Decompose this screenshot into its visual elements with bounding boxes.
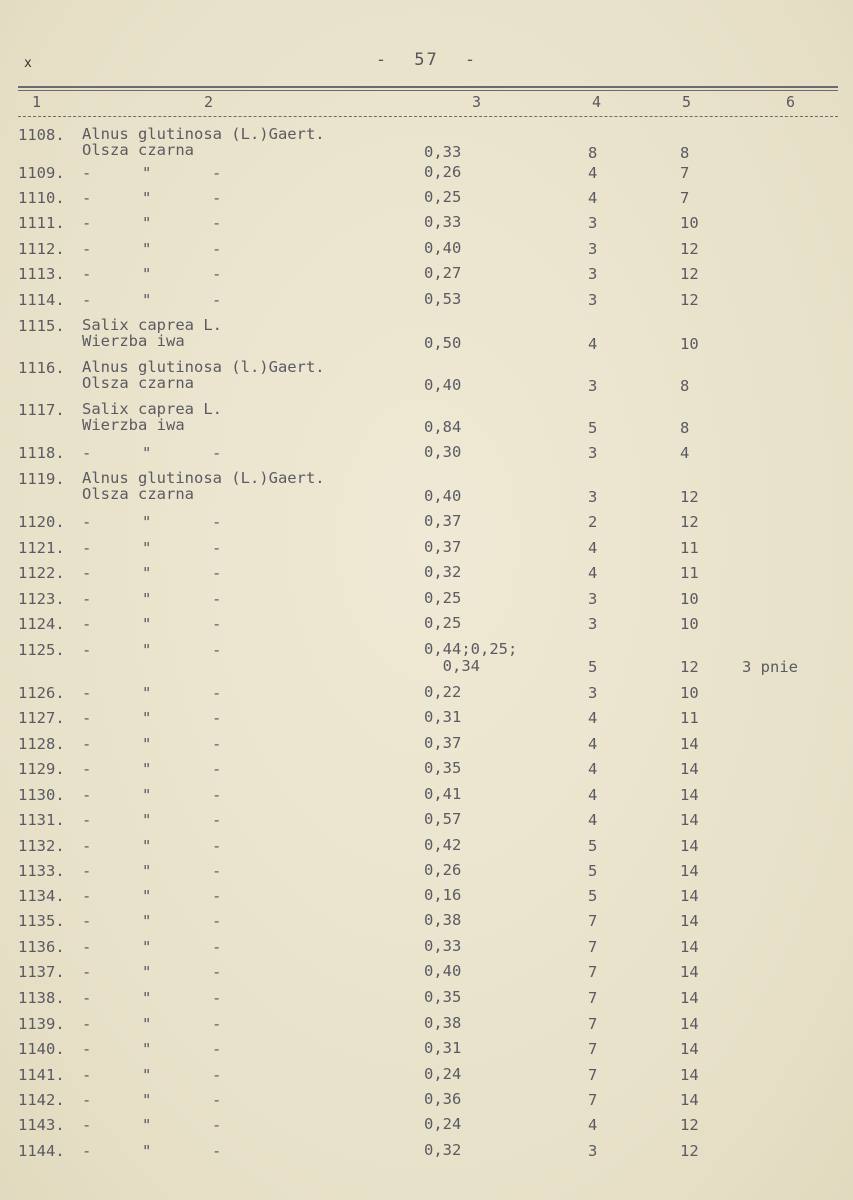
- column-5-value: 14: [680, 1015, 699, 1033]
- ditto-mark: ": [142, 684, 152, 702]
- diameter-value: 0,84: [424, 418, 462, 436]
- diameter-value: 0,37: [424, 538, 462, 556]
- column-5-value: 8: [680, 419, 690, 437]
- entry-number: 1129.: [18, 760, 65, 778]
- header-rule-bottom: [18, 116, 838, 117]
- column-4-value: 3: [588, 590, 598, 608]
- ditto-mark: ": [142, 564, 152, 582]
- ditto-mark: ": [142, 1142, 152, 1160]
- ditto-dash: -: [82, 684, 92, 702]
- entry-number: 1122.: [18, 564, 65, 582]
- column-5-value: 10: [680, 684, 699, 702]
- ditto-dash: -: [212, 837, 222, 855]
- page-number-dash-left: -: [375, 50, 389, 70]
- column-4-value: 3: [588, 615, 598, 633]
- diameter-value: 0,35: [424, 759, 462, 777]
- column-5-value: 14: [680, 1091, 699, 1109]
- ditto-dash: -: [212, 786, 222, 804]
- ditto-dash: -: [212, 887, 222, 905]
- ditto-mark: ": [142, 887, 152, 905]
- column-4-value: 4: [588, 164, 598, 182]
- ditto-dash: -: [212, 164, 222, 182]
- ditto-dash: -: [82, 240, 92, 258]
- diameter-value: 0,27: [424, 264, 462, 282]
- entry-number: 1112.: [18, 240, 65, 258]
- species-name: Alnus glutinosa (L.)Gaert. Olsza czarna: [82, 469, 325, 503]
- entry-number: 1130.: [18, 786, 65, 804]
- entry-number: 1119.: [18, 470, 65, 488]
- entry-number: 1124.: [18, 615, 65, 633]
- column-number: 2: [204, 93, 214, 111]
- column-4-value: 4: [588, 1116, 598, 1134]
- column-4-value: 7: [588, 1040, 598, 1058]
- diameter-value: 0,24: [424, 1065, 462, 1083]
- ditto-dash: -: [82, 837, 92, 855]
- page-number-dash-right: -: [464, 50, 478, 70]
- remarks-value: 3 pnie: [742, 658, 798, 676]
- column-4-value: 4: [588, 735, 598, 753]
- entry-number: 1134.: [18, 887, 65, 905]
- column-4-value: 3: [588, 444, 598, 462]
- column-5-value: 12: [680, 291, 699, 309]
- diameter-value: 0,33: [424, 937, 462, 955]
- ditto-dash: -: [212, 291, 222, 309]
- entry-number: 1109.: [18, 164, 65, 182]
- column-5-value: 8: [680, 377, 690, 395]
- column-4-value: 3: [588, 488, 598, 506]
- ditto-dash: -: [82, 1091, 92, 1109]
- column-5-value: 10: [680, 335, 699, 353]
- column-4-value: 7: [588, 989, 598, 1007]
- column-5-value: 14: [680, 963, 699, 981]
- ditto-dash: -: [82, 164, 92, 182]
- diameter-value: 0,31: [424, 1039, 462, 1057]
- diameter-value: 0,37: [424, 734, 462, 752]
- ditto-mark: ": [142, 837, 152, 855]
- entry-number: 1114.: [18, 291, 65, 309]
- species-name: Alnus glutinosa (L.)Gaert. Olsza czarna: [82, 125, 325, 159]
- column-4-value: 7: [588, 963, 598, 981]
- ditto-mark: ": [142, 444, 152, 462]
- ditto-dash: -: [212, 963, 222, 981]
- diameter-value: 0,40: [424, 239, 462, 257]
- column-5-value: 12: [680, 240, 699, 258]
- diameter-value: 0,31: [424, 708, 462, 726]
- ditto-dash: -: [212, 862, 222, 880]
- column-4-value: 3: [588, 240, 598, 258]
- ditto-dash: -: [82, 887, 92, 905]
- header-rule-top-thin: [18, 90, 838, 91]
- column-4-value: 4: [588, 564, 598, 582]
- column-4-value: 3: [588, 377, 598, 395]
- column-4-value: 7: [588, 1015, 598, 1033]
- diameter-value: 0,30: [424, 443, 462, 461]
- page-number: 57: [414, 50, 439, 70]
- column-number: 1: [32, 93, 42, 111]
- column-4-value: 7: [588, 1066, 598, 1084]
- entry-number: 1111.: [18, 214, 65, 232]
- entry-number: 1127.: [18, 709, 65, 727]
- entry-number: 1131.: [18, 811, 65, 829]
- ditto-dash: -: [212, 615, 222, 633]
- diameter-value: 0,36: [424, 1090, 462, 1108]
- column-5-value: 12: [680, 1142, 699, 1160]
- species-name: Alnus glutinosa (l.)Gaert. Olsza czarna: [82, 358, 325, 392]
- column-5-value: 11: [680, 709, 699, 727]
- column-5-value: 7: [680, 189, 690, 207]
- ditto-mark: ": [142, 862, 152, 880]
- entry-number: 1121.: [18, 539, 65, 557]
- stray-mark: x: [24, 56, 32, 71]
- ditto-mark: ": [142, 539, 152, 557]
- column-5-value: 10: [680, 590, 699, 608]
- ditto-dash: -: [82, 735, 92, 753]
- ditto-mark: ": [142, 989, 152, 1007]
- entry-number: 1116.: [18, 359, 65, 377]
- ditto-dash: -: [212, 513, 222, 531]
- ditto-dash: -: [212, 189, 222, 207]
- diameter-value: 0,22: [424, 683, 462, 701]
- column-4-value: 4: [588, 760, 598, 778]
- ditto-dash: -: [212, 564, 222, 582]
- diameter-value: 0,25: [424, 614, 462, 632]
- column-4-value: 2: [588, 513, 598, 531]
- ditto-mark: ": [142, 214, 152, 232]
- diameter-value: 0,24: [424, 1115, 462, 1133]
- header-rule-top: [18, 86, 838, 88]
- ditto-dash: -: [82, 291, 92, 309]
- diameter-value: 0,37: [424, 512, 462, 530]
- ditto-dash: -: [82, 709, 92, 727]
- ditto-mark: ": [142, 265, 152, 283]
- diameter-value: 0,33: [424, 213, 462, 231]
- column-4-value: 4: [588, 786, 598, 804]
- entry-number: 1139.: [18, 1015, 65, 1033]
- ditto-dash: -: [82, 938, 92, 956]
- ditto-mark: ": [142, 760, 152, 778]
- column-4-value: 4: [588, 335, 598, 353]
- ditto-mark: ": [142, 1116, 152, 1134]
- ditto-dash: -: [212, 709, 222, 727]
- column-4-value: 4: [588, 709, 598, 727]
- entry-number: 1143.: [18, 1116, 65, 1134]
- column-5-value: 4: [680, 444, 690, 462]
- entry-number: 1140.: [18, 1040, 65, 1058]
- ditto-mark: ": [142, 912, 152, 930]
- ditto-mark: ": [142, 786, 152, 804]
- entry-number: 1115.: [18, 317, 65, 335]
- column-5-value: 10: [680, 615, 699, 633]
- diameter-value: 0,40: [424, 376, 462, 394]
- column-5-value: 12: [680, 488, 699, 506]
- column-5-value: 14: [680, 887, 699, 905]
- column-5-value: 14: [680, 1066, 699, 1084]
- ditto-dash: -: [82, 513, 92, 531]
- entry-number: 1113.: [18, 265, 65, 283]
- entry-number: 1125.: [18, 641, 65, 659]
- ditto-mark: ": [142, 189, 152, 207]
- species-name: Salix caprea L. Wierzba iwa: [82, 400, 222, 434]
- ditto-dash: -: [212, 265, 222, 283]
- column-4-value: 8: [588, 144, 598, 162]
- column-number-row: [0, 93, 853, 113]
- column-5-value: 12: [680, 265, 699, 283]
- ditto-dash: -: [82, 590, 92, 608]
- entry-number: 1117.: [18, 401, 65, 419]
- species-name: Salix caprea L. Wierzba iwa: [82, 316, 222, 350]
- ditto-dash: -: [82, 989, 92, 1007]
- entry-number: 1138.: [18, 989, 65, 1007]
- ditto-dash: -: [82, 963, 92, 981]
- column-5-value: 11: [680, 539, 699, 557]
- column-5-value: 12: [680, 658, 699, 676]
- diameter-value: 0,42: [424, 836, 462, 854]
- column-number: 5: [682, 93, 692, 111]
- column-4-value: 5: [588, 837, 598, 855]
- column-4-value: 4: [588, 189, 598, 207]
- column-4-value: 7: [588, 938, 598, 956]
- ditto-mark: ": [142, 291, 152, 309]
- column-4-value: 3: [588, 1142, 598, 1160]
- entry-number: 1141.: [18, 1066, 65, 1084]
- ditto-mark: ": [142, 709, 152, 727]
- column-4-value: 3: [588, 265, 598, 283]
- column-4-value: 5: [588, 419, 598, 437]
- column-5-value: 14: [680, 938, 699, 956]
- column-5-value: 14: [680, 786, 699, 804]
- ditto-dash: -: [82, 539, 92, 557]
- column-5-value: 14: [680, 760, 699, 778]
- ditto-dash: -: [212, 240, 222, 258]
- column-number: 6: [786, 93, 796, 111]
- diameter-value: 0,38: [424, 1014, 462, 1032]
- column-5-value: 14: [680, 912, 699, 930]
- ditto-dash: -: [82, 811, 92, 829]
- entry-number: 1133.: [18, 862, 65, 880]
- column-4-value: 4: [588, 539, 598, 557]
- ditto-mark: ": [142, 240, 152, 258]
- diameter-value: 0,25: [424, 188, 462, 206]
- ditto-mark: ": [142, 615, 152, 633]
- column-number: 4: [592, 93, 602, 111]
- diameter-value: 0,40: [424, 962, 462, 980]
- diameter-value: 0,41: [424, 785, 462, 803]
- ditto-dash: -: [212, 539, 222, 557]
- ditto-mark: ": [142, 1066, 152, 1084]
- entry-number: 1126.: [18, 684, 65, 702]
- diameter-value: 0,40: [424, 487, 462, 505]
- ditto-dash: -: [212, 1091, 222, 1109]
- column-5-value: 14: [680, 811, 699, 829]
- entry-number: 1135.: [18, 912, 65, 930]
- entry-number: 1136.: [18, 938, 65, 956]
- column-4-value: 4: [588, 811, 598, 829]
- column-5-value: 11: [680, 564, 699, 582]
- ditto-dash: -: [212, 811, 222, 829]
- ditto-dash: -: [212, 912, 222, 930]
- column-5-value: 14: [680, 1040, 699, 1058]
- column-5-value: 14: [680, 989, 699, 1007]
- ditto-dash: -: [82, 615, 92, 633]
- diameter-value: 0,44;0,25; 0,34: [424, 640, 518, 675]
- column-4-value: 3: [588, 684, 598, 702]
- ditto-dash: -: [82, 1015, 92, 1033]
- column-5-value: 8: [680, 144, 690, 162]
- ditto-dash: -: [212, 590, 222, 608]
- diameter-value: 0,50: [424, 334, 462, 352]
- ditto-dash: -: [82, 1040, 92, 1058]
- entry-number: 1142.: [18, 1091, 65, 1109]
- ditto-dash: -: [82, 786, 92, 804]
- diameter-value: 0,32: [424, 563, 462, 581]
- diameter-value: 0,35: [424, 988, 462, 1006]
- ditto-dash: -: [212, 1066, 222, 1084]
- column-4-value: 7: [588, 1091, 598, 1109]
- ditto-mark: ": [142, 735, 152, 753]
- ditto-dash: -: [82, 912, 92, 930]
- ditto-dash: -: [82, 444, 92, 462]
- ditto-dash: -: [212, 989, 222, 1007]
- column-5-value: 14: [680, 837, 699, 855]
- ditto-mark: ": [142, 811, 152, 829]
- ditto-dash: -: [212, 1040, 222, 1058]
- entry-number: 1108.: [18, 126, 65, 144]
- ditto-dash: -: [82, 1142, 92, 1160]
- ditto-mark: ": [142, 963, 152, 981]
- ditto-dash: -: [82, 265, 92, 283]
- ditto-dash: -: [82, 1066, 92, 1084]
- diameter-value: 0,25: [424, 589, 462, 607]
- ditto-mark: ": [142, 1091, 152, 1109]
- ditto-dash: -: [212, 735, 222, 753]
- ditto-dash: -: [212, 444, 222, 462]
- column-5-value: 7: [680, 164, 690, 182]
- ditto-mark: ": [142, 1040, 152, 1058]
- ditto-dash: -: [82, 862, 92, 880]
- ditto-dash: -: [212, 1142, 222, 1160]
- diameter-value: 0,32: [424, 1141, 462, 1159]
- column-5-value: 14: [680, 862, 699, 880]
- ditto-dash: -: [82, 189, 92, 207]
- diameter-value: 0,16: [424, 886, 462, 904]
- column-4-value: 5: [588, 658, 598, 676]
- ditto-dash: -: [82, 760, 92, 778]
- entry-number: 1128.: [18, 735, 65, 753]
- entry-number: 1137.: [18, 963, 65, 981]
- entry-number: 1123.: [18, 590, 65, 608]
- ditto-dash: -: [212, 1116, 222, 1134]
- column-4-value: 5: [588, 862, 598, 880]
- ditto-dash: -: [212, 760, 222, 778]
- ditto-dash: -: [212, 938, 222, 956]
- ditto-mark: ": [142, 1015, 152, 1033]
- ditto-mark: ": [142, 938, 152, 956]
- ditto-dash: -: [82, 641, 92, 659]
- column-4-value: 5: [588, 887, 598, 905]
- column-5-value: 14: [680, 735, 699, 753]
- ditto-dash: -: [212, 214, 222, 232]
- column-number: 3: [472, 93, 482, 111]
- diameter-value: 0,53: [424, 290, 462, 308]
- entry-number: 1120.: [18, 513, 65, 531]
- page-number-line: [0, 50, 853, 70]
- entry-number: 1110.: [18, 189, 65, 207]
- ditto-mark: ": [142, 164, 152, 182]
- entry-number: 1144.: [18, 1142, 65, 1160]
- ditto-dash: -: [82, 214, 92, 232]
- ditto-dash: -: [212, 641, 222, 659]
- diameter-value: 0,38: [424, 911, 462, 929]
- column-5-value: 12: [680, 1116, 699, 1134]
- diameter-value: 0,26: [424, 163, 462, 181]
- diameter-value: 0,33: [424, 143, 462, 161]
- ditto-dash: -: [212, 1015, 222, 1033]
- ditto-mark: ": [142, 513, 152, 531]
- entry-number: 1118.: [18, 444, 65, 462]
- entry-number: 1132.: [18, 837, 65, 855]
- diameter-value: 0,57: [424, 810, 462, 828]
- column-4-value: 3: [588, 214, 598, 232]
- ditto-dash: -: [82, 1116, 92, 1134]
- diameter-value: 0,26: [424, 861, 462, 879]
- ditto-mark: ": [142, 641, 152, 659]
- column-5-value: 10: [680, 214, 699, 232]
- column-4-value: 3: [588, 291, 598, 309]
- ditto-dash: -: [82, 564, 92, 582]
- ditto-dash: -: [212, 684, 222, 702]
- ditto-mark: ": [142, 590, 152, 608]
- column-4-value: 7: [588, 912, 598, 930]
- column-5-value: 12: [680, 513, 699, 531]
